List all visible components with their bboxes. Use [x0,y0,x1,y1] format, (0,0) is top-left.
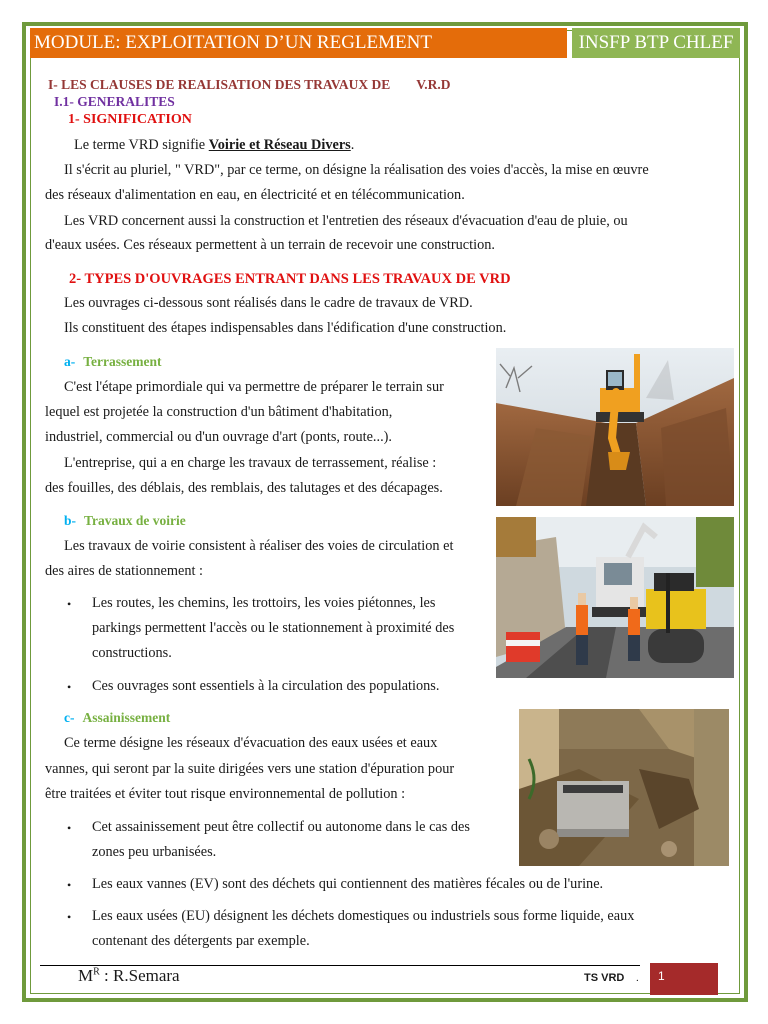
bullet-text: contenant des détergents par exemple. [92,933,310,949]
paragraph-line: vannes, qui seront par la suite dirigées vers une station d'épuration pour [45,761,455,777]
paragraph-line: L'entreprise, qui a en charge les travaux de terrassement, réalise : [64,455,437,471]
voirie-title: Travaux de voirie [84,513,186,528]
definition-suffix: . [350,137,355,153]
bullet: • [67,821,72,835]
voirie-letter: b- [64,513,77,528]
voirie-heading [64,512,186,530]
section-subtitle: I.1- GENERALITES [54,94,175,109]
author-name: : R.Semara [99,966,180,985]
section-title [48,76,451,94]
author-sup: R [93,966,100,978]
terrassement-heading [64,353,161,371]
definition-prefix: Le terme VRD signifie [74,137,209,153]
signification-definition [74,136,354,154]
bullet-text: constructions. [92,645,172,661]
assainissement-title: Assainissement [82,710,171,725]
paragraph-line: Les VRD concernent aussi la construction et l'entretien des réseaux d'évacuation d'eau de pluie, ou [64,213,628,229]
paragraph-line: Les travaux de voirie consistent à réaliser des voies de circulation et [64,538,454,554]
bullet-text: zones peu urbanisées. [92,844,217,860]
bullet: • [67,680,72,694]
assainissement-letter: c- [64,710,75,725]
bullet-text: Les eaux vannes (EV) sont des déchets qui contiennent des matières fécales ou de l'urine. [92,876,604,892]
sewer-manhole-photo [519,709,729,866]
module-title-banner: MODULE: EXPLOITATION D’UN REGLEMENT [30,28,567,58]
signification-heading: 1- SIGNIFICATION [68,112,192,127]
excavator-trench-photo [496,348,734,506]
assainissement-heading [64,709,170,727]
bullet-text: Ces ouvrages sont essentiels à la circulation des populations. [92,678,440,694]
road-works-photo [496,517,734,678]
footer-course-code: TS VRD [584,972,625,984]
footer-dot: . [636,972,639,984]
paragraph-line: des aires de stationnement : [45,563,204,579]
bullet: • [67,910,72,924]
paragraph-line: d'eaux usées. Ces réseaux permettent à un terrain de recevoir une construction. [45,237,495,253]
page-number: 1 [650,963,718,995]
paragraph-line: Ils constituent des étapes indispensables dans l'édification d'une construction. [64,320,507,336]
paragraph-line: des réseaux d'alimentation en eau, en électricité et en télécommunication. [45,187,465,203]
paragraph-line: C'est l'étape primordiale qui va permettre de préparer le terrain sur [64,379,444,395]
section-title-suffix: V.R.D [416,77,451,92]
bullet-text: Les routes, les chemins, les trottoirs, les voies piétonnes, les [92,595,436,611]
paragraph-line: des fouilles, des déblais, des remblais, des talutages et des décapages. [45,480,443,496]
bullet-text: parkings permettent l'accès ou le stationnement à proximité des [92,620,455,636]
terrassement-letter: a- [64,354,76,369]
bullet: • [67,878,72,892]
paragraph-line: Les ouvrages ci-dessous sont réalisés dans le cadre de travaux de VRD. [64,295,473,311]
paragraph-line: être traitées et éviter tout risque environnemental de pollution : [45,786,406,802]
definition-term: Voirie et Réseau Divers [208,137,351,153]
bullet-text: Cet assainissement peut être collectif ou autonome dans le cas des [92,819,470,835]
terrassement-title: Terrassement [83,354,162,369]
paragraph-line: Ce terme désigne les réseaux d'évacuation des eaux usées et eaux [64,735,438,751]
section-title-text: I- LES CLAUSES DE REALISATION DES TRAVAUX DE [48,77,391,92]
paragraph-line: Il s'écrit au pluriel, " VRD", par ce terme, on désigne la réalisation des voies d'accès, la mise en œuvre [64,162,649,178]
types-heading: 2- TYPES D'OUVRAGES ENTRANT DANS LES TRAVAUX DE VRD [69,271,511,287]
paragraph-line: lequel est projetée la construction d'un bâtiment d'habitation, [45,404,393,420]
bullet: • [67,597,72,611]
footer-author [78,966,180,986]
bullet-text: Les eaux usées (EU) désignent les déchets domestiques ou industriels sous forme liquide, eaux [92,908,635,924]
paragraph-line: industriel, commercial ou d'un ouvrage d'art (ponts, route...). [45,429,392,445]
author-prefix: M [78,966,94,985]
institution-banner: INSFP BTP CHLEF [572,28,740,58]
